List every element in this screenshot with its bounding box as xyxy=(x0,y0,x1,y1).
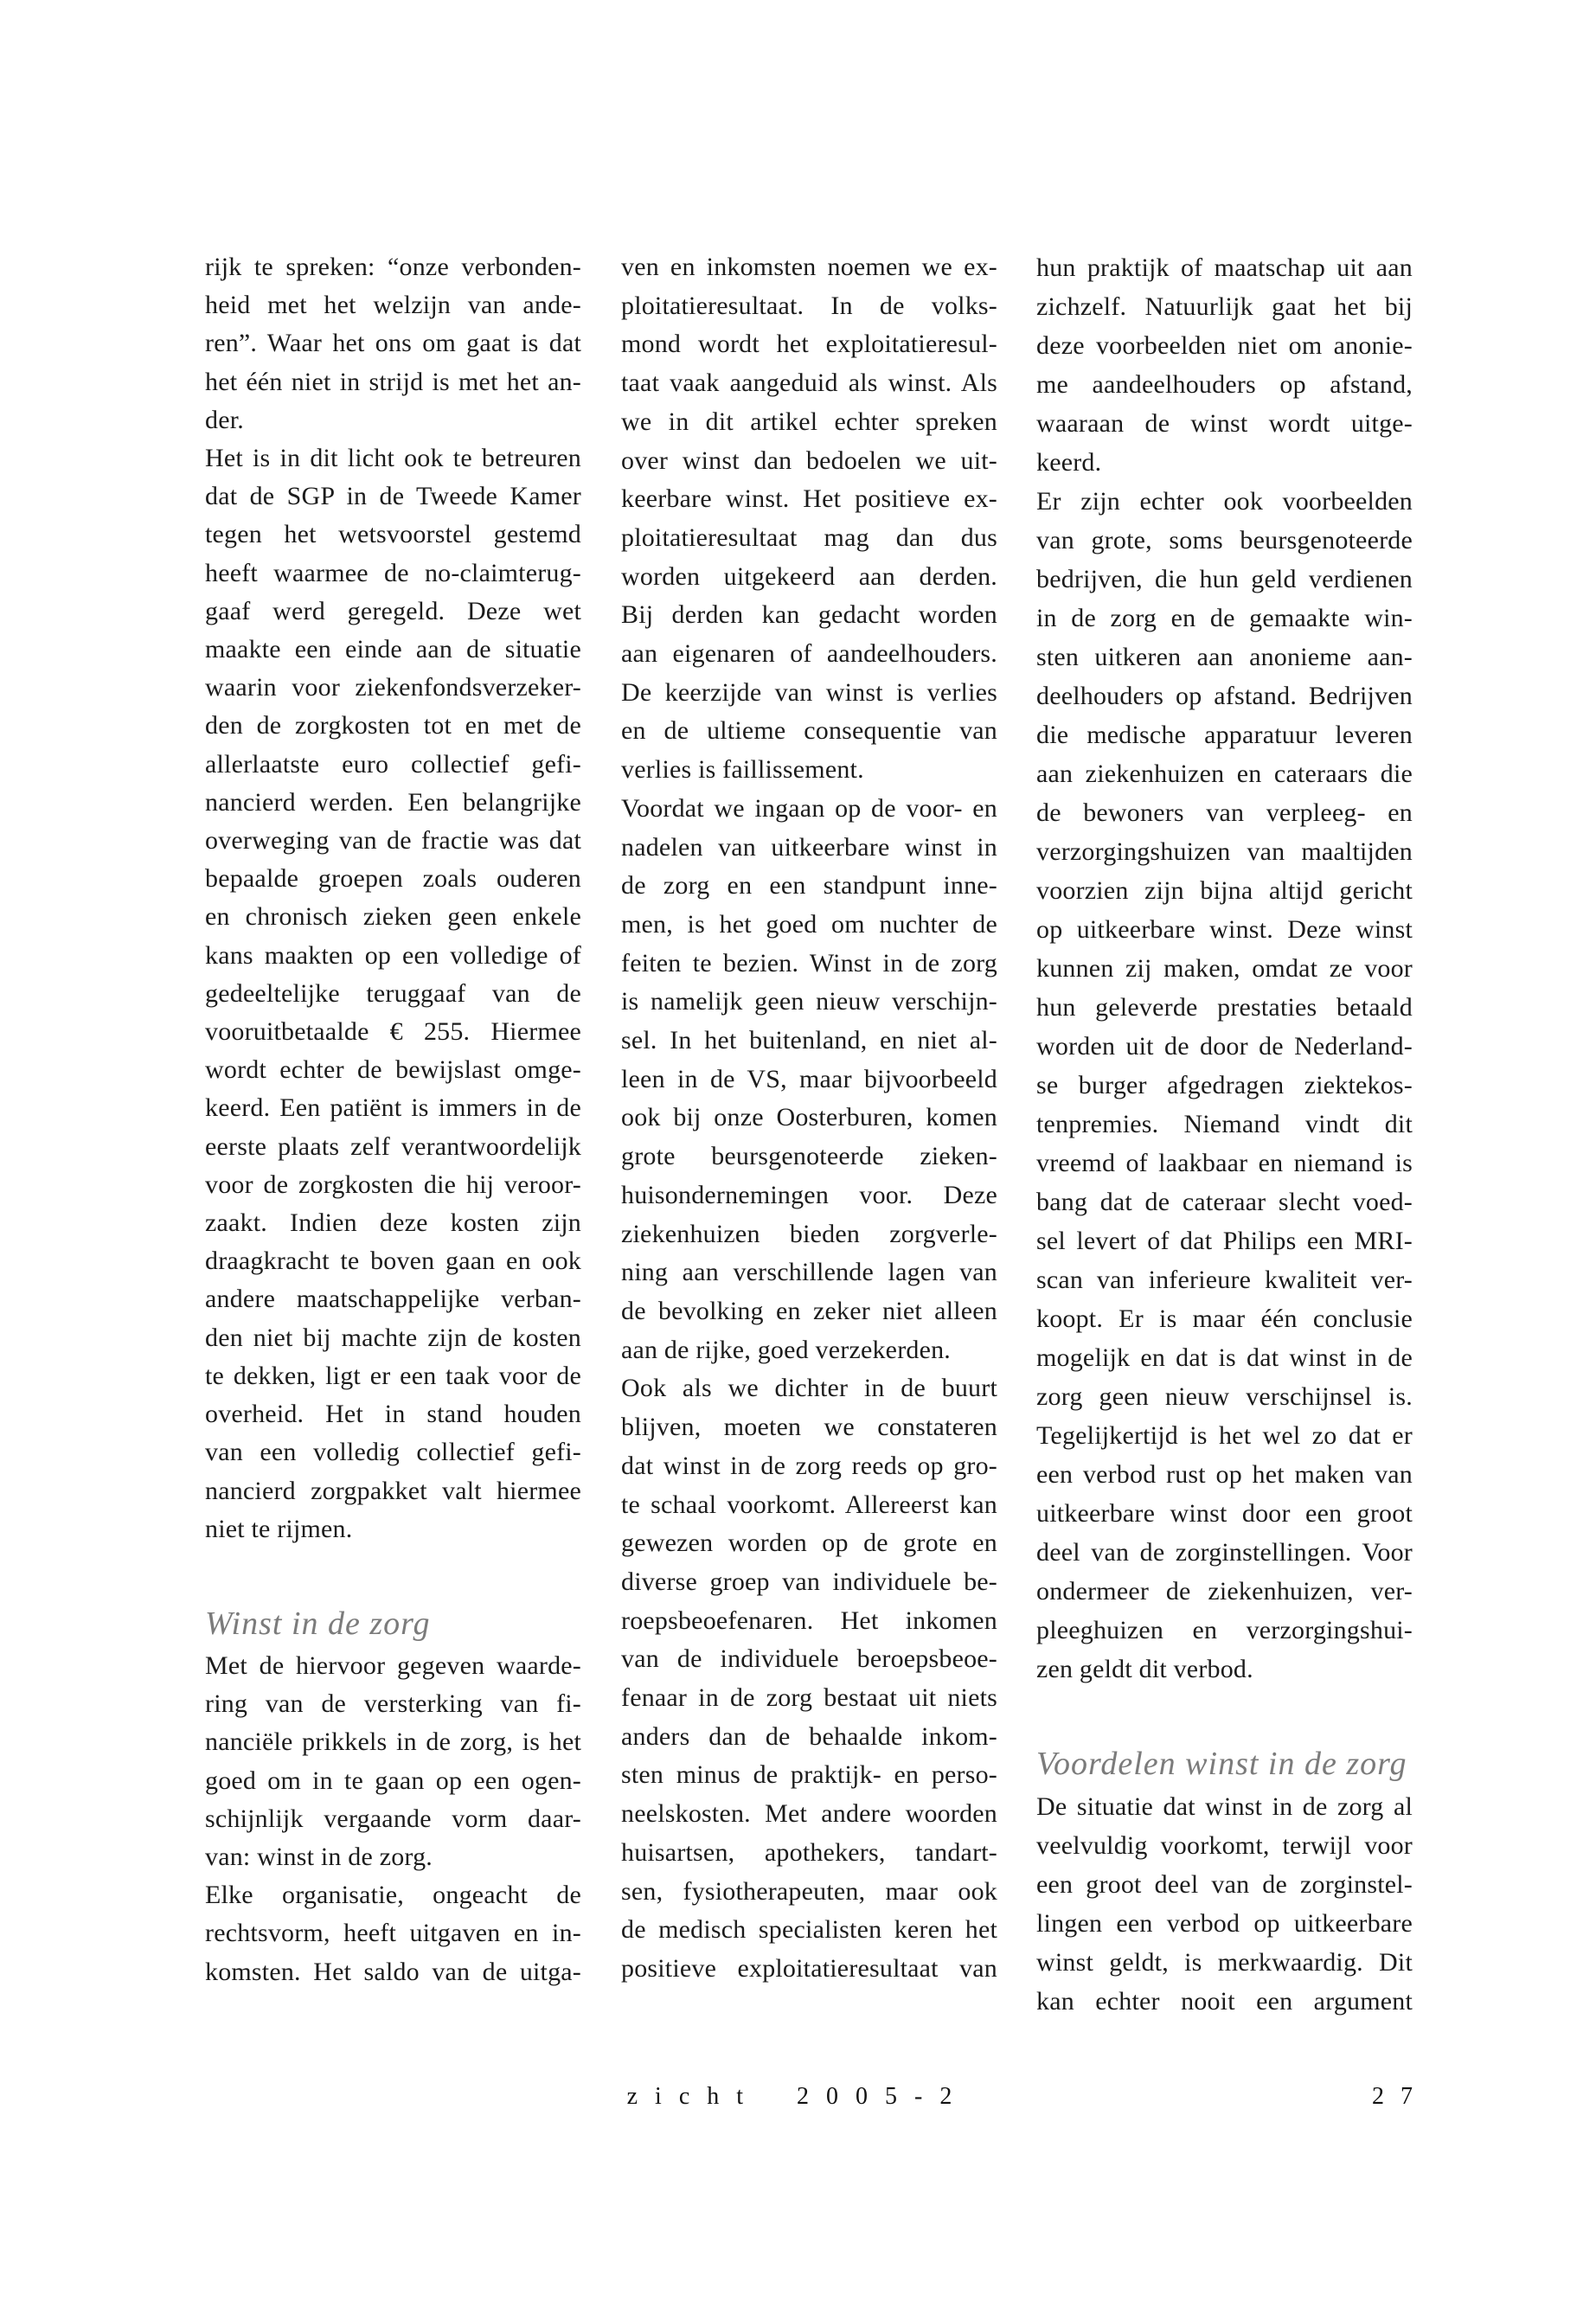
text-line: pleeghuizen en verzorgingshui- xyxy=(1036,1616,1413,1644)
text-line: zorg geen nieuw verschijnsel is. xyxy=(1036,1382,1413,1411)
text-line: uitkeerbare winst door een groot xyxy=(1036,1499,1413,1528)
text-line: grote beursgenoteerde zieken- xyxy=(621,1142,997,1171)
text-line: op uitkeerbare winst. Deze winst xyxy=(1036,915,1413,944)
text-line: men, is het goed om nuchter de xyxy=(621,909,997,939)
text-line: waarin voor ziekenfondsverzeker- xyxy=(205,673,581,702)
text-line: vreemd of laakbaar en niemand is xyxy=(1036,1149,1413,1177)
text-line: van een volledig collectief gefi- xyxy=(205,1438,581,1467)
text-line: hun geleverde prestaties betaald xyxy=(1036,993,1413,1022)
text-line: Bij derden kan gedacht worden xyxy=(621,600,997,630)
text-line: goed om in te gaan op een ogen- xyxy=(205,1766,581,1795)
text-line: sel. In het buitenland, en niet al- xyxy=(621,1026,997,1055)
text-line: se burger afgedragen ziektekos- xyxy=(1036,1071,1413,1099)
text-line: lingen een verbod op uitkeerbare xyxy=(1036,1909,1413,1938)
text-line: zaakt. Indien deze kosten zijn xyxy=(205,1208,581,1238)
text-line: komsten. Het saldo van de uitga- xyxy=(205,1957,581,1986)
text-line: den niet bij machte zijn de kosten xyxy=(205,1323,581,1352)
text-line: fenaar in de zorg bestaat uit niets xyxy=(621,1683,997,1713)
text-line: Voordat we ingaan op de voor- en xyxy=(621,793,997,823)
text-line: overheid. Het in stand houden xyxy=(205,1400,581,1429)
text-line: Elke organisatie, ongeacht de xyxy=(205,1881,581,1910)
text-line: koopt. Er is maar één conclusie xyxy=(1036,1304,1413,1333)
text-line: kunnen zij maken, omdat ze voor xyxy=(1036,954,1413,983)
text-line: te schaal voorkomt. Allereerst kan xyxy=(621,1490,997,1519)
text-line: en chronisch zieken geen enkele xyxy=(205,902,581,932)
text-line: worden uitgekeerd aan derden. xyxy=(621,561,997,591)
text-line: en de ultieme consequentie van xyxy=(621,716,997,746)
footer-page-number: 27 xyxy=(1372,2083,1429,2110)
text-line: leen in de VS, maar bijvoorbeeld xyxy=(621,1064,997,1093)
text-line: het één niet in strijd is met het an- xyxy=(205,367,581,396)
text-line: keerd. Een patiënt is immers in de xyxy=(205,1093,581,1123)
text-line: in de zorg en de gemaakte win- xyxy=(1036,604,1413,632)
text-line: over winst dan bedoelen we uit- xyxy=(621,445,997,475)
text-line: een verbod rust op het maken van xyxy=(1036,1460,1413,1489)
text-line: Het is in dit licht ook te betreuren xyxy=(205,444,581,473)
section-heading: Voordelen winst in de zorg xyxy=(1036,1746,1407,1782)
text-line: aan de rijke, goed verzekerden. xyxy=(621,1335,951,1364)
text-line: ondermeer de ziekenhuizen, ver- xyxy=(1036,1577,1413,1606)
text-line: ook bij onze Oosterburen, komen xyxy=(621,1103,997,1132)
text-line: verlies is faillissement. xyxy=(621,755,864,785)
footer-journal-name: zicht xyxy=(626,2083,761,2110)
text-line: tegen het wetsvoorstel gestemd xyxy=(205,520,581,549)
footer-issue: 2005-2 xyxy=(797,2083,970,2110)
text-line: Ook als we dichter in de buurt xyxy=(621,1374,997,1403)
paragraph xyxy=(205,439,581,1548)
text-line: deze voorbeelden niet om anonie- xyxy=(1036,331,1413,360)
text-line: rijk te spreken: “onze verbonden- xyxy=(205,253,581,281)
text-line: kans maakten op een volledige of xyxy=(205,940,581,970)
text-line: voorzien zijn bijna altijd gericht xyxy=(1036,876,1413,905)
text-line: eerste plaats zelf verantwoordelijk xyxy=(205,1131,581,1161)
text-line: hun praktijk of maatschap uit aan xyxy=(1036,253,1413,282)
text-line: gaaf werd geregeld. Deze wet xyxy=(205,596,581,625)
text-line: heid met het welzijn van ande- xyxy=(205,291,581,320)
text-line: ring van de versterking van fi- xyxy=(205,1689,581,1719)
text-line: worden uit de door de Nederland- xyxy=(1036,1032,1413,1061)
text-column-3 xyxy=(1036,248,1413,2021)
footer-journal xyxy=(627,2083,970,2111)
text-line: Tegelijkertijd is het wel zo dat er xyxy=(1036,1421,1413,1450)
paragraph xyxy=(621,248,997,790)
text-line: roepsbeoefenaren. Het inkomen xyxy=(621,1606,997,1635)
text-line: nanciële prikkels in de zorg, is het xyxy=(205,1727,581,1757)
text-line: Met de hiervoor gegeven waarde- xyxy=(205,1650,581,1680)
text-column-2 xyxy=(621,248,997,1989)
paragraph xyxy=(621,790,997,1370)
text-line: keerd. xyxy=(1036,448,1102,477)
text-line: diverse groep van individuele be- xyxy=(621,1567,997,1596)
text-line: andere maatschappelijke verban- xyxy=(205,1285,581,1314)
text-line: voor de zorgkosten die hij veroor- xyxy=(205,1170,581,1199)
text-line: anders dan de behaalde inkom- xyxy=(621,1721,997,1751)
text-line: zichzelf. Natuurlijk gaat het bij xyxy=(1036,292,1413,321)
section-heading: Winst in de zorg xyxy=(205,1605,431,1642)
text-line: neelskosten. Met andere woorden xyxy=(621,1799,997,1829)
text-line: mond wordt het exploitatieresul- xyxy=(621,330,997,359)
paragraph xyxy=(1036,248,1413,482)
text-line: is namelijk geen nieuw verschijn- xyxy=(621,987,997,1016)
text-line: bepaalde groepen zoals ouderen xyxy=(205,864,581,894)
text-line: der. xyxy=(205,405,244,434)
text-line: vooruitbetaalde € 255. Hiermee xyxy=(205,1017,581,1047)
text-line: positieve exploitatieresultaat van xyxy=(621,1953,997,1983)
text-line: den de zorgkosten tot en met de xyxy=(205,711,581,740)
text-line: waaraan de winst wordt uitge- xyxy=(1036,409,1413,438)
paragraph xyxy=(1036,482,1413,1689)
text-line: winst geldt, is merkwaardig. Dit xyxy=(1036,1948,1413,1977)
text-line: rechtsvorm, heeft uitgaven en in- xyxy=(205,1919,581,1948)
text-line: zen geldt dit verbod. xyxy=(1036,1655,1253,1683)
text-line: heeft waarmee de no-claimterug- xyxy=(205,558,581,587)
text-column-1 xyxy=(205,248,581,1991)
text-line: gewezen worden op de grote en xyxy=(621,1529,997,1558)
text-line: De keerzijde van winst is verlies xyxy=(621,677,997,707)
text-line: die medische apparatuur leveren xyxy=(1036,721,1413,749)
text-line: sel levert of dat Philips een MRI- xyxy=(1036,1227,1413,1255)
text-line: sten uitkeren aan anonieme aan- xyxy=(1036,643,1413,671)
text-line: feiten te bezien. Winst in de zorg xyxy=(621,948,997,977)
text-line: van: winst in de zorg. xyxy=(205,1842,433,1871)
paragraph xyxy=(1036,1787,1413,2021)
text-line: ven en inkomsten noemen we ex- xyxy=(621,253,997,281)
text-line: te dekken, ligt er een taak voor de xyxy=(205,1361,581,1390)
text-line: huisartsen, apothekers, tandart- xyxy=(621,1837,997,1867)
text-line: de zorg en een standpunt inne- xyxy=(621,871,997,901)
text-line: van grote, soms beursgenoteerde xyxy=(1036,526,1413,554)
text-line: veelvuldig voorkomt, terwijl voor xyxy=(1036,1831,1413,1860)
paragraph xyxy=(205,1876,581,1991)
text-line: bang dat de cateraar slecht voed- xyxy=(1036,1188,1413,1216)
text-line: verzorgingshuizen van maaltijden xyxy=(1036,837,1413,866)
text-line: gedeeltelijke teruggaaf van de xyxy=(205,978,581,1008)
text-line: niet te rijmen. xyxy=(205,1514,353,1543)
text-line: tenpremies. Niemand vindt dit xyxy=(1036,1110,1413,1138)
text-line: ziekenhuizen bieden zorgverle- xyxy=(621,1219,997,1248)
text-line: de medisch specialisten keren het xyxy=(621,1915,997,1945)
text-line: schijnlijk vergaande vorm daar- xyxy=(205,1804,581,1833)
text-line: dat winst in de zorg reeds op gro- xyxy=(621,1451,997,1480)
text-line: me aandeelhouders op afstand, xyxy=(1036,370,1413,399)
paragraph xyxy=(621,1369,997,1988)
text-line: een groot deel van de zorginstel- xyxy=(1036,1870,1413,1899)
text-line: huisondernemingen voor. Deze xyxy=(621,1180,997,1209)
text-line: mogelijk en dat is dat winst in de xyxy=(1036,1343,1413,1372)
paragraph xyxy=(205,1647,581,1876)
text-line: de bewoners van verpleeg- en xyxy=(1036,798,1413,827)
text-line: deel van de zorginstellingen. Voor xyxy=(1036,1538,1413,1567)
text-line: nadelen van uitkeerbare winst in xyxy=(621,832,997,862)
text-line: overweging van de fractie was dat xyxy=(205,826,581,856)
text-line: ploitatieresultaat mag dan dus xyxy=(621,522,997,552)
text-line: blijven, moeten we constateren xyxy=(621,1413,997,1442)
text-line: deelhouders op afstand. Bedrijven xyxy=(1036,682,1413,710)
text-line: Er zijn echter ook voorbeelden xyxy=(1036,487,1413,516)
paragraph xyxy=(205,248,581,439)
text-line: ren”. Waar het ons om gaat is dat xyxy=(205,329,581,358)
text-line: allerlaatste euro collectief gefi- xyxy=(205,749,581,779)
text-line: sen, fysiotherapeuten, maar ook xyxy=(621,1876,997,1906)
text-line: maakte een einde aan de situatie xyxy=(205,635,581,664)
text-line: ning aan verschillende lagen van xyxy=(621,1258,997,1287)
text-line: nancierd werden. Een belangrijke xyxy=(205,787,581,817)
text-line: bedrijven, die hun geld verdienen xyxy=(1036,565,1413,593)
text-line: we in dit artikel echter spreken xyxy=(621,407,997,436)
text-line: wordt echter de bewijslast omge- xyxy=(205,1055,581,1085)
text-line: nancierd zorgpakket valt hiermee xyxy=(205,1476,581,1505)
text-line: taat vaak aangeduid als winst. Als xyxy=(621,369,997,398)
text-line: scan van inferieure kwaliteit ver- xyxy=(1036,1266,1413,1294)
text-line: kan echter nooit een argument xyxy=(1036,1987,1413,2016)
text-line: De situatie dat winst in de zorg al xyxy=(1036,1792,1413,1821)
text-line: aan eigenaren of aandeelhouders. xyxy=(621,639,997,669)
text-line: aan ziekenhuizen en cateraars die xyxy=(1036,760,1413,788)
text-line: draagkracht te boven gaan en ook xyxy=(205,1247,581,1276)
text-line: ploitatieresultaat. In de volks- xyxy=(621,291,997,320)
text-line: dat de SGP in de Tweede Kamer xyxy=(205,482,581,511)
text-line: van de individuele beroepsbeoe- xyxy=(621,1644,997,1674)
text-line: keerbare winst. Het positieve ex- xyxy=(621,484,997,514)
text-line: de bevolking en zeker niet alleen xyxy=(621,1296,997,1325)
text-line: sten minus de praktijk- en perso- xyxy=(621,1760,997,1790)
